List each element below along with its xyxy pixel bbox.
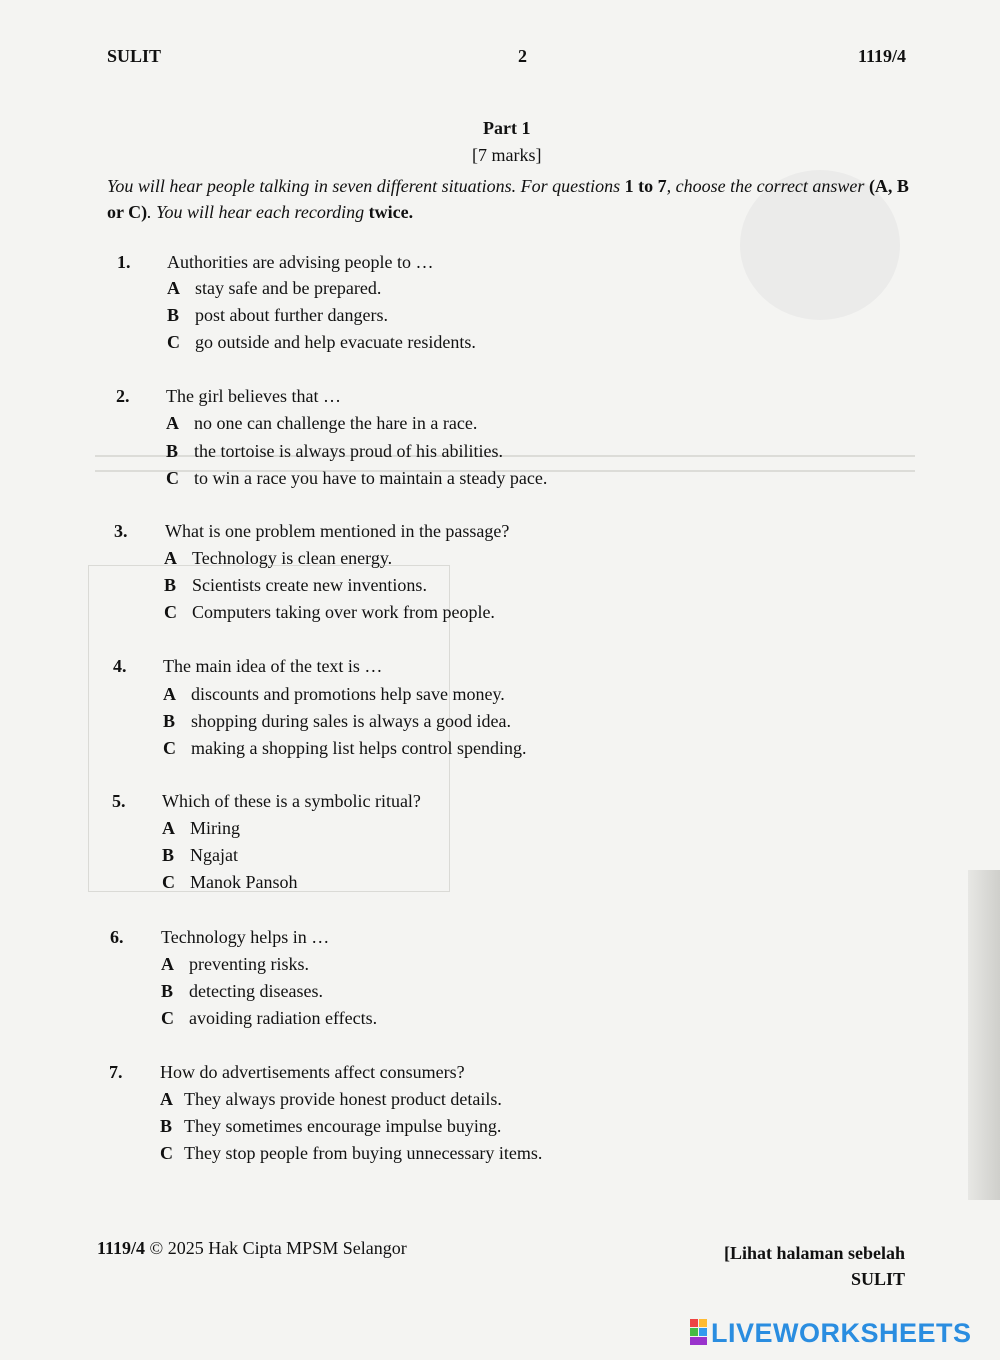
instructions-bold: 1 to 7 [624,176,667,196]
option-text: They stop people from buying unnecessary items. [184,1143,543,1163]
option-letter: B [161,981,174,1001]
instructions-text: You will hear people talking in seven different situations. For questions [107,176,625,196]
option-c[interactable] [160,1143,542,1164]
option-letter: A [163,684,176,704]
option-text: to win a race you have to maintain a steady pace. [194,468,548,488]
instructions-text: , choose the correct answer [666,176,869,196]
option-text: avoiding radiation effects. [189,1008,378,1028]
option-letter: B [160,1116,173,1136]
option-a[interactable] [166,413,477,434]
option-b[interactable] [163,711,511,732]
option-a[interactable] [160,1089,502,1110]
header-classification: SULIT [107,46,162,66]
next-page-note: [Lihat halaman sebelah [723,1243,905,1263]
option-letter: C [162,872,175,892]
option-text: Scientists create new inventions. [192,575,427,595]
instructions [107,173,917,225]
page-number: 2 [518,46,527,66]
option-letter: A [161,954,174,974]
question-text: Technology helps in … [161,927,330,947]
question-text: Which of these is a symbolic ritual? [162,791,421,811]
option-letter: C [163,738,176,758]
question-text: The main idea of the text is … [163,656,383,676]
option-text: Computers taking over work from people. [192,602,495,622]
option-text: Manok Pansoh [190,872,298,892]
option-text: preventing risks. [189,954,309,974]
option-letter: C [166,468,179,488]
question-text: How do advertisements affect consumers? [160,1062,465,1082]
question-number: 1. [117,252,131,272]
option-letter: C [160,1143,173,1163]
option-letter: C [164,602,177,622]
option-text: stay safe and be prepared. [195,278,382,298]
option-letter: A [162,818,175,838]
part-marks: [7 marks] [472,145,542,165]
option-text: Technology is clean energy. [192,548,393,568]
option-c[interactable] [162,872,298,893]
option-letter: C [167,332,180,352]
instructions-text: . You will hear each recording [147,202,369,222]
option-text: They always provide honest product details. [184,1089,502,1109]
option-text: Miring [190,818,241,838]
option-text: detecting diseases. [189,981,323,1001]
option-letter: A [164,548,177,568]
option-c[interactable] [167,332,476,353]
option-a[interactable] [167,278,381,299]
option-text: go outside and help evacuate residents. [195,332,476,352]
question-number: 3. [114,521,128,541]
option-text: discounts and promotions help save money. [191,684,505,704]
question-text: The girl believes that … [166,386,341,406]
option-letter: B [167,305,180,325]
instructions-bold: (A, B or C) [107,176,909,222]
question-number: 4. [113,656,127,676]
option-a[interactable] [164,548,392,569]
option-a[interactable] [163,684,505,705]
option-text: Ngajat [190,845,238,865]
question-number: 2. [116,386,130,406]
option-c[interactable] [164,602,495,623]
option-b[interactable] [160,1116,501,1137]
option-b[interactable] [162,845,238,866]
question-number: 5. [112,791,126,811]
option-letter: A [166,413,179,433]
liveworksheets-icon [690,1319,708,1345]
option-text: shopping during sales is always a good idea. [191,711,511,731]
option-text: post about further dangers. [195,305,388,325]
option-c[interactable] [163,738,526,759]
option-letter: B [163,711,176,731]
option-a[interactable] [161,954,309,975]
option-text: They sometimes encourage impulse buying. [184,1116,502,1136]
option-b[interactable] [161,981,323,1002]
option-a[interactable] [162,818,240,839]
footer-copyright-text: © 2025 Hak Cipta MPSM Selangor [149,1238,407,1258]
option-c[interactable] [161,1008,377,1029]
option-b[interactable] [167,305,388,326]
question-number: 6. [110,927,124,947]
question-text: Authorities are advising people to … [167,252,434,272]
option-letter: B [166,441,179,461]
option-b[interactable] [166,441,503,462]
brand-name: LIVEWORKSHEETS [711,1318,972,1348]
option-letter: A [167,278,180,298]
option-text: making a shopping list helps control spending. [191,738,527,758]
question-text: What is one problem mentioned in the passage? [165,521,510,541]
footer-next-page [700,1240,905,1292]
liveworksheets-logo [690,1318,972,1349]
footer-classification: SULIT [850,1269,905,1289]
option-text: the tortoise is always proud of his abilities. [194,441,503,461]
option-text: no one can challenge the hare in a race. [194,413,478,433]
option-b[interactable] [164,575,427,596]
option-c[interactable] [166,468,547,489]
option-letter: A [160,1089,173,1109]
footer-code: 1119/4 [97,1238,146,1258]
footer-copyright [97,1238,407,1259]
question-number: 7. [109,1062,123,1082]
page-edge-shadow [968,870,1000,1200]
paper-code: 1119/4 [858,46,907,66]
part-title: Part 1 [483,118,531,138]
option-letter: B [164,575,177,595]
instructions-bold: twice. [368,202,414,222]
option-letter: C [161,1008,174,1028]
option-letter: B [162,845,175,865]
